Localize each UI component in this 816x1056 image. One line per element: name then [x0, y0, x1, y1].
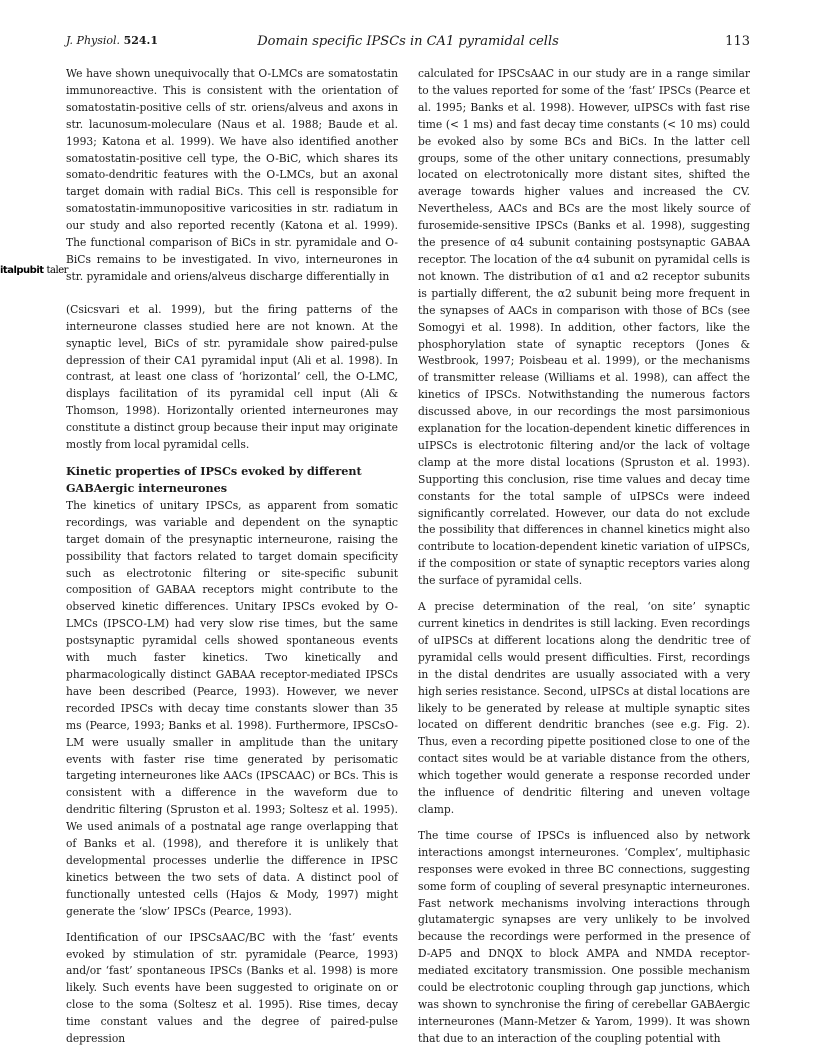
running-header	[66, 34, 750, 54]
paragraph: The kinetics of unitary IPSCs, as apparent from somatic recordings, was variable and dependent on the synaptic target domain of the presynaptic interneurone, raising the possibility that factors related to target domain specificity such as electrotonic filtering or site-specific subunit composition of GABAA receptors might contribute to the observed kinetic differences. Unitary IPSCs evoked by O-LMCs (IPSCO-LM) had very slow rise times, but the same postsynaptic pyramidal cells showed spontaneous events with much faster kinetics. Two kinetically and pharmacologically distinct GABAA receptor-mediated IPSCs have been described (Pearce, 1993). However, we never recorded IPSCs with decay time constants slower than 35 ms (Pearce, 1993; Banks et al. 1998). Furthermore, IPSCsO-LM were usually smaller in amplitude than the unitary events with faster rise time generated by perisomatic targeting interneurones like AACs (IPSCAAC) or BCs. This is consistent with a difference in the waveform due to dendritic filtering (Spruston et al. 1993; Soltesz et al. 1995). We used animals of a postnatal age range overlapping that of Banks et al. (1998), and therefore it is unlikely that developmental processes underlie the difference in IPSC kinetics between the two sets of data. A distinct pool of functionally untested cells (Hajos & Mody, 1997) might generate the ‘slow’ IPSCs (Pearce, 1993).	[66, 498, 398, 918]
paragraph: calculated for IPSCsAAC in our study are in a range similar to the values reported for some of the ‘fast’ IPSCs (Pearce et al. 1995; Banks et al. 1998). However, uIPSCs with fast rise time (< 1 ms) and fast decay time constants (< 10 ms) could be evoked also by some BCs and BiCs. In the latter cell groups, some of the other unitary connections, presumably located on electrotonically more distant sites, shifted the average towards higher values and increased the CV. Nevertheless, AACs and BCs are the most likely source of furosemide-sensitive IPSCs (Banks et al. 1998), suggesting the presence of α4 subunit containing postsynaptic GABAA receptor. The location of the α4 subunit on pyramidal cells is not known. The distribution of α1 and α2 receptor subunits is partially different, the α2 subunit being more frequent in the synapses of AACs in comparison with those of BCs (see Somogyi et al. 1998). In addition, other factors, like the phosphorylation state of synaptic receptors (Jones & Westbrook, 1997; Poisbeau et al. 1999), or the mechanisms of transmitter release (Williams et al. 1998), can affect the kinetics of IPSCs. Notwithstanding the numerous factors discussed above, in our recordings the most parsimonious explanation for the location-dependent kinetic differences in uIPSCs is electrotonic filtering and/or the lack of voltage clamp at the more distal locations (Spruston et al. 1993). Supporting this conclusion, rise time values and decay time constants for the total sample of uIPSCs were indeed significantly correlated. However, our data do not exclude the possibility that differences in channel kinetics might also contribute to location-dependent kinetic variation of uIPSCs, if the composition or state of synaptic receptors varies along the surface of pyramidal cells.	[418, 67, 750, 588]
journal-volume: 524.1	[123, 34, 159, 47]
spacer	[66, 286, 398, 302]
stray-text-label: italpubit	[0, 265, 44, 276]
paragraph: The time course of IPSCs is influenced also by network interactions amongst interneurones. ‘Complex’, multiphasic responses were evoked in three BC connections, suggesting some form of coupling of several presynaptic interneurones. Fast network mechanisms involving interactions through glutamatergic synapses are very unlikely to be involved because the recordings were performed in the presence of D-AP5 and DNQX to block AMPA and NMDA receptor-mediated excitatory transmission. One possible mechanism could be electrotonic coupling through gap junctions, which was shown to synchronise the firing of cerebellar GABAergic interneurones (Mann-Metzer & Yarom, 1999). It was shown that due to an interaction of the coupling potential with	[418, 828, 750, 1045]
left-column	[66, 66, 398, 1048]
spacer	[418, 590, 750, 599]
right-column	[418, 66, 750, 1048]
page-number: 113	[725, 34, 750, 49]
paragraph: (Csicsvari et al. 1999), but the firing patterns of the interneurone classes studied here are not known. At the synaptic level, BiCs of str. pyramidale show paired-pulse depression of their CA1 pyramidal input (Ali et al. 1998). In contrast, at least one class of ‘horizontal’ cell, the O-LMC, displays facilitation of its pyramidal cell input (Ali & Thomson, 1998). Horizontally oriented interneurones may constitute a distinct group because their input may originate mostly from local pyramidal cells.	[66, 302, 398, 452]
running-title: Domain specific IPSCs in CA1 pyramidal cells	[257, 34, 559, 49]
paragraph: Identification of our IPSCsAAC/BC with the ‘fast’ events evoked by stimulation of str. pyramidale (Pearce, 1993) and/or ‘fast’ spontaneous IPSCs (Banks et al. 1998) is more likely. Such events have been suggested to originate on or close to the soma (Soltesz et al. 1995). Rise times, decay time constant values and the degree of paired-pulse depression	[66, 930, 398, 1046]
paragraph: A precise determination of the real, ‘on site’ synaptic current kinetics in dendrites is still lacking. Even recordings of uIPSCs at different locations along the dendritic tree of pyramidal cells would present difficulties. First, recordings in the distal dendrites are usually associated with a very high series resistance. Second, uIPSCs at distal locations are likely to be generated by release at multiple synaptic sites located on different dendritic branches (see e.g. Fig. 2). Thus, even a recording pipette positioned close to one of the contact sites would be at variable distance from the others, which together would generate a response recorded under the influence of dendritic filtering and uneven voltage clamp.	[418, 600, 750, 816]
journal-name: J. Physiol.	[66, 34, 121, 47]
stray-text-continued: taler	[46, 265, 68, 276]
spacer	[66, 454, 398, 463]
paragraph: We have shown unequivocally that O-LMCs are somatostatin immunoreactive. This is consistent with the orientation of somatostatin-positive cells of str. oriens/alveus and axons in str. lacunosum-moleculare (Naus et al. 1988; Baude et al. 1993; Katona et al. 1999). We have also identified another somatostatin-positive cell type, the O-BiC, which shares its somato-dendritic features with the O-LMCs, but an axonal target domain with radial BiCs. This cell is responsible for somatostatin-immunopositive varicosities in str. radiatum in our study and also reported recently (Katona et al. 1999). The functional comparison of BiCs in str. pyramidale and O-BiCs remains to be investigated. In vivo, interneurones in str. pyramidale and oriens/alveus discharge differentially in	[66, 67, 398, 283]
stray-text	[0, 265, 68, 276]
section-heading: Kinetic properties of IPSCs evoked by different GABAergic interneurones	[66, 463, 362, 495]
spacer	[418, 819, 750, 828]
spacer	[66, 921, 398, 930]
